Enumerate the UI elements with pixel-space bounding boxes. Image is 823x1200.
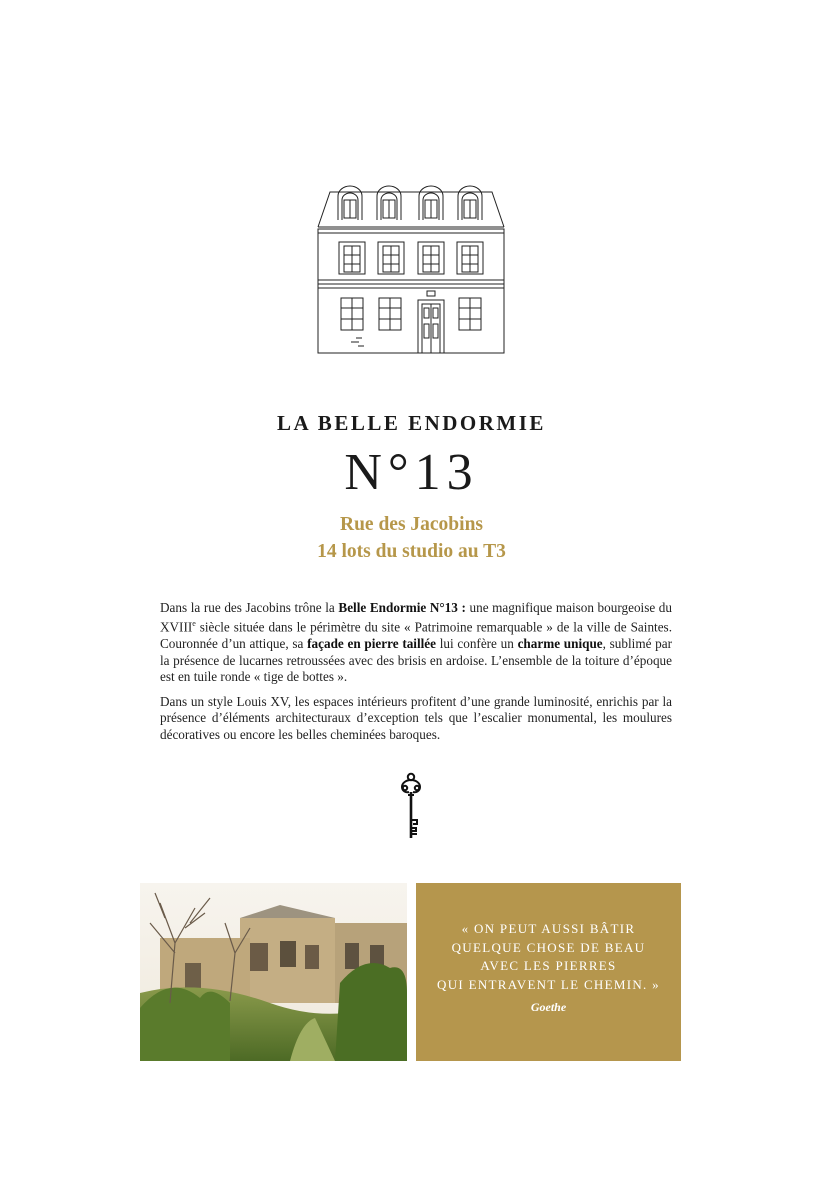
quote-line: « ON PEUT AUSSI BÂTIR — [461, 921, 636, 936]
brand-title: LA BELLE ENDORMIE — [277, 411, 546, 435]
subtitle-lots: 14 lots du studio au T3 — [317, 541, 506, 562]
quote-author: Goethe — [530, 1000, 567, 1014]
subtitle-street: Rue des Jacobins — [339, 514, 484, 535]
skeleton-key-icon — [396, 772, 426, 840]
courtyard-photo — [140, 883, 407, 1061]
quote-line: QUELQUE CHOSE DE BEAU — [451, 939, 646, 955]
quote-line: AVEC LES PIERRES — [480, 958, 617, 973]
townhouse-facade-icon — [316, 180, 506, 355]
quote-line: QUI ENTRAVENT LE CHEMIN. » — [437, 976, 660, 992]
description-paragraph-2: Dans un style Louis XV, les espaces intérieurs profitent d’une grande luminosité, enrichis par la présence d’éléments architecturaux d’exception tels que l’escalier monumental, les moulures décoratives ou encore les belles cheminées baroques. — [160, 694, 672, 742]
description-paragraph-1: Dans la rue des Jacobins trône la Belle Endormie N°13 : une magnifique maison bourgeoise du XVIIIe siècle située dans le périmètre du site « Patrimoine remarquable » de la ville de Saintes. Couronnée d’un attique, sa façade en pierre taillée lui confère un charme unique, sublimé par la présence de lucarnes retroussées avec des brisis en ardoise. L’ensemble de la toiture d’époque est en tuile ronde « tige de bottes ». — [160, 600, 672, 685]
building-number: N°13 — [344, 444, 479, 501]
quote-text — [416, 920, 681, 1015]
quote-box — [416, 883, 681, 1061]
